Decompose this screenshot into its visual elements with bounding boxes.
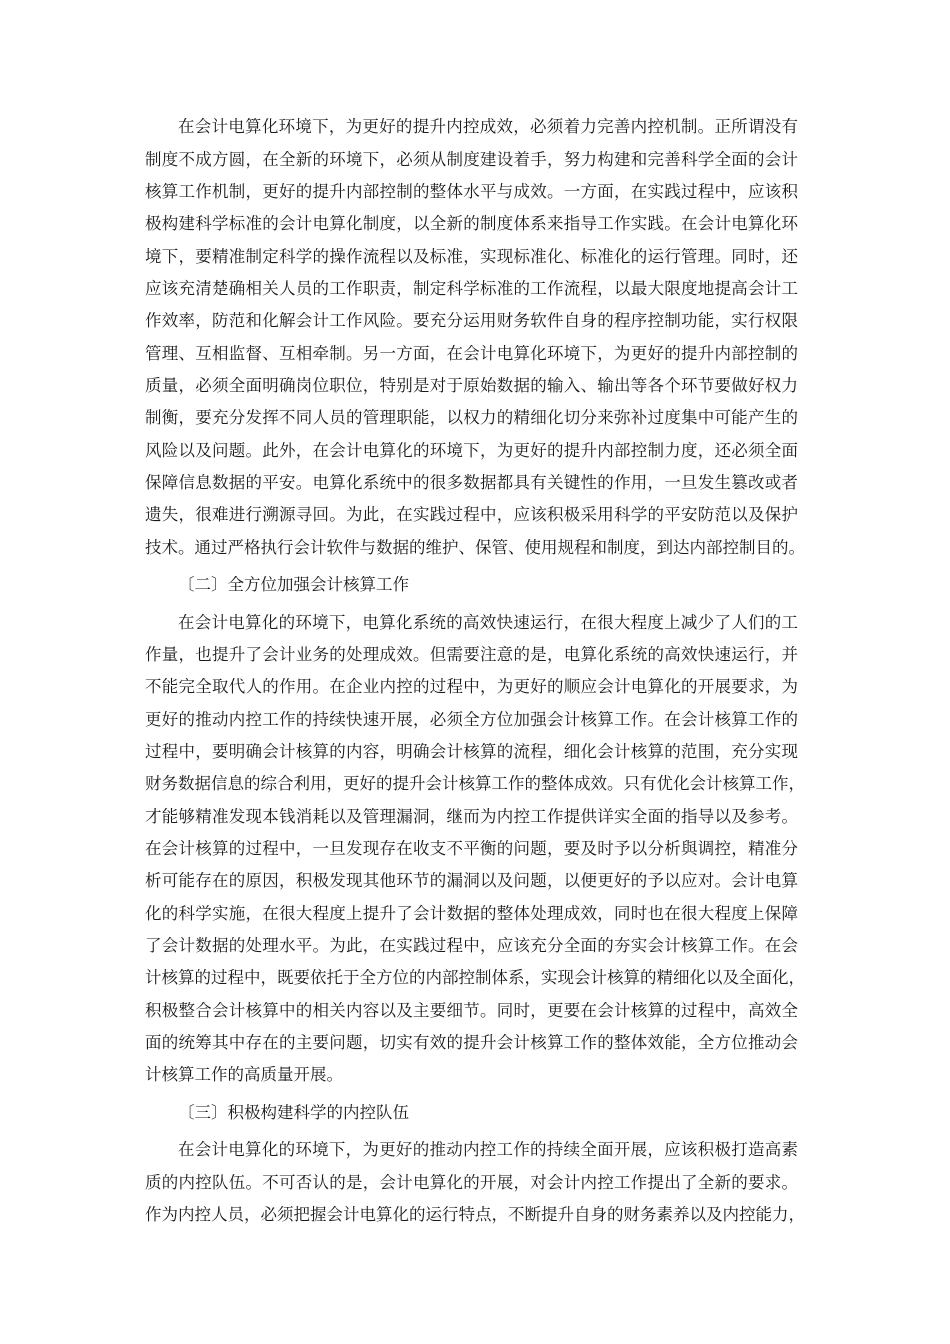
paragraph-2-line: 计核算工作的高质量开展。 bbox=[145, 1065, 343, 1084]
paragraph-1-line: 核算工作机制，更好的提升内部控制的整体水平与成效。一方面，在实践过程中，应该积 bbox=[145, 182, 798, 201]
paragraph-1-line: 应该充清楚确相关人员的工作职责，制定科学标准的工作流程，以最大限度地提高会计工 bbox=[145, 279, 798, 298]
section-heading: 〔三〕积极构建科学的内控队伍 bbox=[178, 1103, 409, 1122]
paragraph-1-line: 管理、互相监督、互相牵制。另一方面，在会计电算化环境下，为更好的提升内部控制的 bbox=[145, 344, 798, 363]
paragraph-2-line: 过程中，要明确会计核算的内容，明确会计核算的流程，细化会计核算的范围，充分实现 bbox=[145, 742, 798, 761]
section-heading: 〔二〕全方位加强会计核算工作 bbox=[178, 575, 409, 594]
paragraph-2-line: 面的统筹其中存在的主要问题，切实有效的提升会计核算工作的整体效能，全方位推动会 bbox=[145, 1033, 798, 1052]
paragraph-1-line: 极构建科学标准的会计电算化制度，以全新的制度体系来指导工作实践。在会计电算化环 bbox=[145, 214, 798, 233]
paragraph-3-line: 质的内控队伍。不可否认的是，会计电算化的开展，对会计内控工作提出了全新的要求。 bbox=[145, 1173, 798, 1192]
paragraph-2-line: 了会计数据的处理水平。为此，在实践过程中，应该充分全面的夯实会计核算工作。在会 bbox=[145, 936, 798, 955]
paragraph-1-line: 境下，要精准制定科学的操作流程以及标准，实现标准化、标准化的运行管理。同时，还 bbox=[145, 247, 798, 266]
paragraph-1-line: 质量，必须全面明确岗位职位，特别是对于原始数据的输入、输出等各个环节要做好权力 bbox=[145, 376, 798, 395]
paragraph-2-line: 财务数据信息的综合利用，更好的提升会计核算工作的整体成效。只有优化会计核算工作， bbox=[145, 774, 805, 793]
paragraph-3-line: 作为内控人员，必须把握会计电算化的运行特点，不断提升自身的财务素养以及内控能力， bbox=[145, 1205, 805, 1224]
paragraph-2-line: 在会计电算化的环境下，电算化系统的高效快速运行，在很大程度上减少了人们的工 bbox=[178, 613, 798, 632]
paragraph-2-line: 在会计核算的过程中，一旦发现存在收支不平衡的问题，要及时予以分析與调控，精准分 bbox=[145, 839, 798, 858]
paragraph-1-line: 作效率，防范和化解会计工作风险。要充分运用财务软件自身的程序控制功能，实行权限 bbox=[145, 311, 798, 330]
paragraph-2-line: 作量，也提升了会计业务的处理成效。但需要注意的是，电算化系统的高效快速运行，并 bbox=[145, 645, 798, 664]
paragraph-1-line: 遗失，很难进行溯源寻回。为此，在实践过程中，应该积极采用科学的平安防范以及保护 bbox=[145, 505, 798, 524]
paragraph-1-line: 制度不成方圆，在全新的环境下，必须从制度建设着手，努力构建和完善科学全面的会计 bbox=[145, 150, 798, 169]
paragraph-2-line: 积极整合会计核算中的相关内容以及主要细节。同时，更要在会计核算的过程中，高效全 bbox=[145, 1001, 798, 1020]
paragraph-1-line: 保障信息数据的平安。电算化系统中的很多数据都具有关键性的作用，一旦发生篡改或者 bbox=[145, 473, 798, 492]
paragraph-3-line: 在会计电算化的环境下，为更好的推动内控工作的持续全面开展，应该积极打造高素 bbox=[178, 1140, 798, 1159]
paragraph-2-line: 计核算的过程中，既要依托于全方位的内部控制体系，实现会计核算的精细化以及全面化， bbox=[145, 968, 805, 987]
paragraph-2-line: 析可能存在的原因，积极发现其他环节的漏洞以及问题，以便更好的予以应对。会计电算 bbox=[145, 871, 798, 890]
paragraph-1-line: 在会计电算化环境下，为更好的提升内控成效，必须着力完善内控机制。正所谓没有 bbox=[178, 117, 798, 136]
paragraph-1-line: 技术。通过严格执行会计软件与数据的维护、保管、使用规程和制度，到达内部控制目的。 bbox=[145, 538, 805, 557]
paragraph-2-line: 才能够精准发现本钱消耗以及管理漏洞，继而为内控工作提供详实全面的指导以及参考。 bbox=[145, 807, 798, 826]
paragraph-2-line: 化的科学实施，在很大程度上提升了会计数据的整体处理成效，同时也在很大程度上保障 bbox=[145, 904, 798, 923]
paragraph-1-line: 风险以及问题。此外，在会计电算化的环境下，为更好的提升内部控制力度，还必须全面 bbox=[145, 441, 798, 460]
paragraph-2-line: 不能完全取代人的作用。在企业内控的过程中，为更好的顺应会计电算化的开展要求，为 bbox=[145, 677, 798, 696]
paragraph-2-line: 更好的推动内控工作的持续快速开展，必须全方位加强会计核算工作。在会计核算工作的 bbox=[145, 710, 798, 729]
paragraph-1-line: 制衡，要充分发挥不同人员的管理职能，以权力的精细化切分来弥补过度集中可能产生的 bbox=[145, 408, 798, 427]
